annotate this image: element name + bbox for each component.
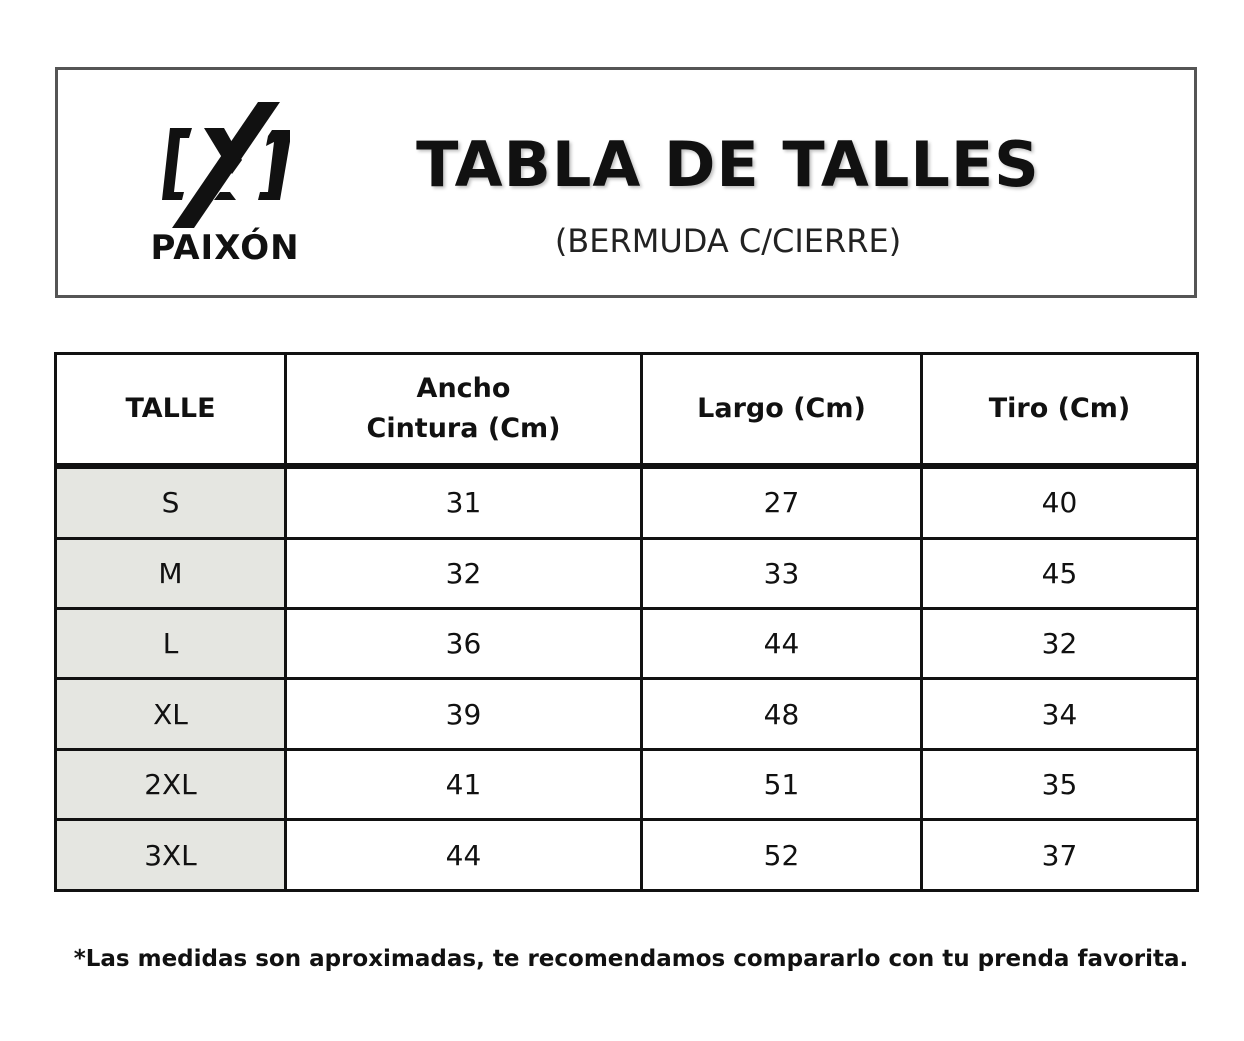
table-row: [56, 749, 1198, 819]
brand-logo: [150, 100, 300, 270]
table-row: [56, 679, 1198, 749]
size-table: [54, 352, 1199, 892]
column-header-waist-line2: Cintura (Cm): [366, 413, 561, 444]
table-header-row: [56, 354, 1198, 467]
table-row: [56, 608, 1198, 678]
column-header-waist: [286, 354, 642, 467]
rise-cell: 35: [922, 749, 1198, 819]
length-cell: 44: [642, 608, 922, 678]
size-cell: 2XL: [56, 749, 286, 819]
waist-cell: 44: [286, 820, 642, 891]
table-row: [56, 538, 1198, 608]
length-cell: 27: [642, 466, 922, 538]
column-header-size: TALLE: [56, 354, 286, 467]
header-box: [55, 67, 1197, 298]
size-cell: 3XL: [56, 820, 286, 891]
waist-cell: 41: [286, 749, 642, 819]
rise-cell: 34: [922, 679, 1198, 749]
paixon-x-logo-icon: [160, 100, 290, 230]
size-cell: XL: [56, 679, 286, 749]
size-cell: M: [56, 538, 286, 608]
table-row: [56, 820, 1198, 891]
column-header-rise: Tiro (Cm): [922, 354, 1198, 467]
length-cell: 51: [642, 749, 922, 819]
size-cell: S: [56, 466, 286, 538]
column-header-waist-line1: Ancho: [416, 373, 511, 404]
column-header-length: Largo (Cm): [642, 354, 922, 467]
page-subtitle: (BERMUDA C/CIERRE): [554, 222, 902, 260]
rise-cell: 37: [922, 820, 1198, 891]
waist-cell: 31: [286, 466, 642, 538]
waist-cell: 39: [286, 679, 642, 749]
brand-name: PAIXÓN: [150, 228, 300, 268]
length-cell: 33: [642, 538, 922, 608]
rise-cell: 40: [922, 466, 1198, 538]
length-cell: 48: [642, 679, 922, 749]
rise-cell: 45: [922, 538, 1198, 608]
waist-cell: 32: [286, 538, 642, 608]
table-row: [56, 466, 1198, 538]
size-cell: L: [56, 608, 286, 678]
rise-cell: 32: [922, 608, 1198, 678]
page-title: TABLA DE TALLES: [416, 128, 1040, 201]
length-cell: 52: [642, 820, 922, 891]
footnote: *Las medidas son aproximadas, te recomendamos compararlo con tu prenda favorita.: [73, 946, 1189, 972]
waist-cell: 36: [286, 608, 642, 678]
